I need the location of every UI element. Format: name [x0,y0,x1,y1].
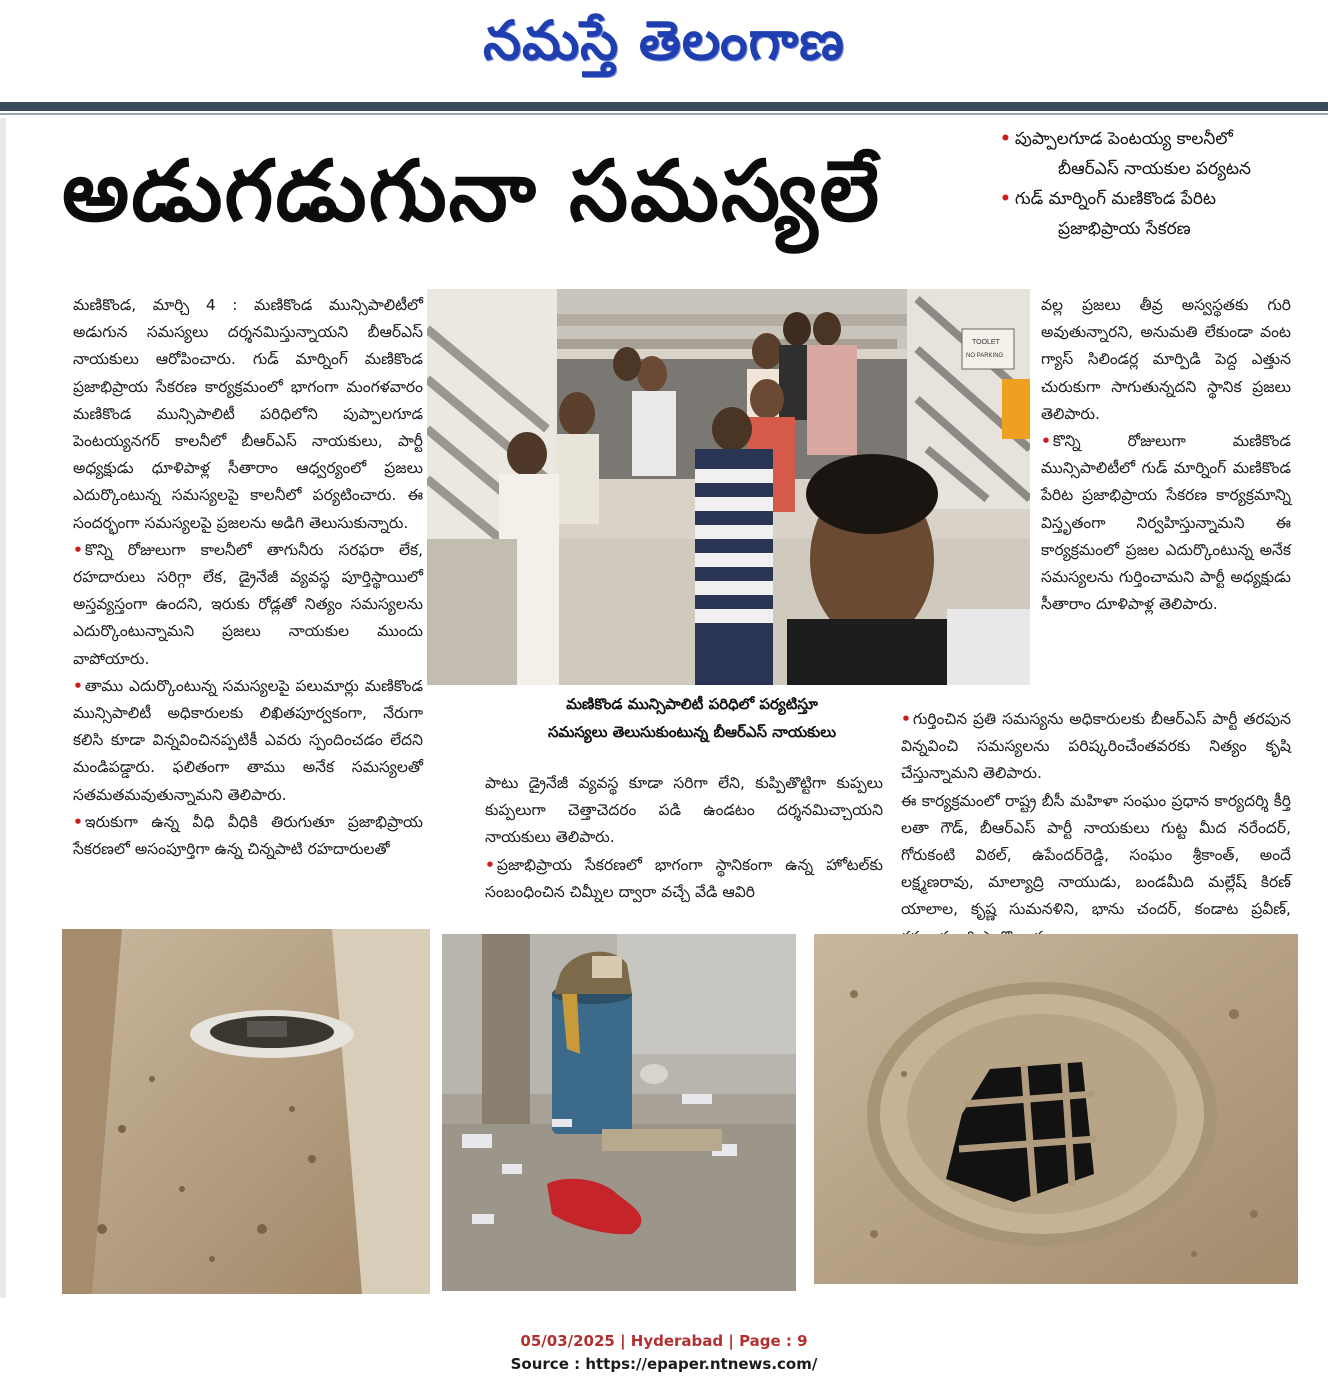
deck-line: గుడ్ మార్నింగ్ మణికొండ పేరిట [1014,189,1217,209]
bullet-icon: • [73,540,83,559]
road-manhole-image [62,929,430,1294]
deck-item [1000,124,1320,184]
article-paragraph: • కొన్ని రోజులుగా కాలనీలో తాగునీరు సరఫరా లేక, రహదారులు సరిగ్గా లేక, డ్రైనేజీ వ్యవస్థ పూర్తిస్థాయిలో అస్తవ్యస్తంగా ఉందని, ఇరుకు రోడ్లతో నిత్యం సమస్యలను ఎదుర్కొంటున్నామని ప్రజలు నాయకుల ముందు వాపోయారు. [73,540,423,668]
deck-line: పుప్పాలగూడ పెంటయ్య కాలనీలో [1014,129,1233,149]
footer-source-link[interactable]: Source : https://epaper.ntnews.com/ [510,1355,818,1373]
footer-dateline: 05/03/2025 | Hyderabad | Page : 9 [520,1332,808,1350]
bullet-icon: • [901,710,911,728]
garbage-photo [442,934,796,1291]
masthead-rule-thin [0,113,1328,115]
article-column-middle [485,770,883,906]
article-paragraph: • తాము ఎదుర్కొంటున్న సమస్యలపై పలుమార్లు మణికొండ మున్సిపాలిటీ అధికారులకు లిఖితపూర్వకంగా, నేరుగా కలిసి కూడా విన్నవించినప్పటికీ ఎవరు స్పందించడం లేదని మండిపడ్డారు. ఫలితంగా తాము అనేక సమస్యలతో సతమతమవుతున్నామని తెలిపారు. [73,676,423,804]
newspaper-logo: నమస్తే తెలంగాణ [483,8,845,72]
leaders-group-photo [427,289,1030,685]
article-column-right-lower [901,706,1291,951]
page-edge [0,118,6,1298]
page-footer [0,1330,1328,1376]
article-deck [1000,124,1320,244]
manhole-photo [62,929,430,1294]
garbage-bin-image [442,934,796,1291]
caption-line: సమస్యలు తెలుసుకుంటున్న బీఆర్‌ఎస్ నాయకులు [547,723,837,741]
bullet-icon: • [1041,432,1051,451]
article-paragraph: ఈ కార్యక్రమంలో రాష్ట్ర బీసీ మహిళా సంఘం ప్రధాన కార్యదర్శి కీర్తి లతా గౌడ్, బీఆర్‌ఎస్ పార్టీ నాయకులు గుట్ట మీద నరేందర్, గోరుకంటి విఠల్, ఉపేందర్‌రెడ్డి, సంఘం శ్రీకాంత్, అందే లక్ష్మణరావు, మాల్యాద్రి నాయుడు, బండమీది మల్లేష్ కిరణ్ యాలాల, కృష్ణ సుమనళిని, భాను చందర్, కండాట ప్రవీణ్, [901,791,1291,919]
article-paragraph: వల్ల ప్రజలు తీవ్ర అస్వస్థతకు గురి అవుతున్నారని, అనుమతి లేకుండా వంట గ్యాస్ సిలిండర్ల మార్పిడి పెద్ద ఎత్తున చురుకుగా సాగుతున్నదని స్థానిక ప్రజలు తెలిపారు. [1041,296,1291,423]
sign-text: TOOLET [972,339,1000,346]
deck-line: ప్రజాభిప్రాయ సేకరణ [1058,219,1191,239]
broken-manhole-photo [814,934,1298,1284]
masthead [0,0,1328,100]
article-column-right [1041,292,1291,618]
bullet-icon: • [485,855,495,874]
photo-caption [488,690,896,746]
article-column-left [73,292,423,863]
article-paragraph: • గుర్తించిన ప్రతి సమస్యను అధికారులకు బీఆర్‌ఎస్ పార్టీ తరపున విన్నవించి సమస్యలను పరిష్కరించేంతవరకు నిత్యం కృషి చేస్తున్నామని తెలిపారు. [901,710,1291,783]
bullet-icon: • [73,676,83,695]
article-headline: అడుగడుగునా సమస్యలే [62,142,882,240]
deck-item [1000,184,1320,244]
bullet-icon: • [1000,129,1011,149]
article-paragraph: పాటు డ్రైనేజీ వ్యవస్థ కూడా సరిగా లేని, కుప్పితొట్టిగా కుప్పలు కుప్పలుగా చెత్తాచెదరం పడి ఉండటం దర్శనమిచ్చాయని నాయకులు తెలిపారు. [485,774,883,847]
bullet-icon: • [1000,189,1011,209]
article-paragraph: • ఇరుకుగా ఉన్న వీధి వీధికి తిరుగుతూ ప్రజాభిప్రాయ సేకరణలో అసంపూర్తిగా ఉన్న చిన్నపాటి రహదారులతో [73,812,423,859]
sign-text: NO PARKING [966,353,1004,359]
main-photo [427,289,1030,685]
caption-line: మణికొండ మున్సిపాలిటీ పరిధిలో పర్యటిస్తూ [566,695,818,713]
bullet-icon: • [73,812,83,831]
deck-line: బీఆర్‌ఎస్ నాయకుల పర్యటన [1058,159,1251,179]
article-paragraph: మణికొండ, మార్చి 4 : మణికొండ మున్సిపాలిటీలో అడుగున సమస్యలు దర్శనమిస్తున్నాయని బీఆర్‌ఎస్ నాయకులు ఆరోపించారు. గుడ్ మార్నింగ్ మణికొండ ప్రజాభిప్రాయ సేకరణ కార్యక్రమంలో భాగంగా మంగళవారం మణికొండ మున్సిపాలిటీ పరిధిలోని పుప్పాలగూడ పెంటయ్యనగర్ కాలనీలో బీఆర్‌ఎస్ నాయకులు, పార్టీ అధ్యక్షుడు ధూళిపాళ్ల సీతారాం ఆధ్వర్యంలో ప్రజలు ఎదుర్కొంటున్న సమస్యలపై కాలనీలో పర్యటించారు. ఈ సందర్భంగా సమస్యలపై ప్రజలను అడిగి తెలుసుకున్నారు. [73,296,423,532]
masthead-rule [0,102,1328,111]
broken-manhole-image [814,934,1298,1284]
article-paragraph: • ప్రజాభిప్రాయ సేకరణలో భాగంగా స్థానికంగా ఉన్న హోటల్‌కు సంబంధించిన చిమ్నీల ద్వారా వచ్చే వేడి ఆవిరి [485,855,883,901]
article-paragraph: • కొన్ని రోజులుగా మణికొండ మున్సిపాలిటీలో గుడ్ మార్నింగ్ మణికొండ పేరిట ప్రజాభిప్రాయ సేకరణ కార్యక్రమాన్ని విస్తృతంగా నిర్వహిస్తున్నామని ఈ కార్యక్రమంలో ప్రజల ఎదుర్కొంటున్న అనేక సమస్యలను గుర్తించామని పార్టీ అధ్యక్షుడు సీతారాం దూళిపాళ్ల తెలిపారు. [1041,432,1291,614]
